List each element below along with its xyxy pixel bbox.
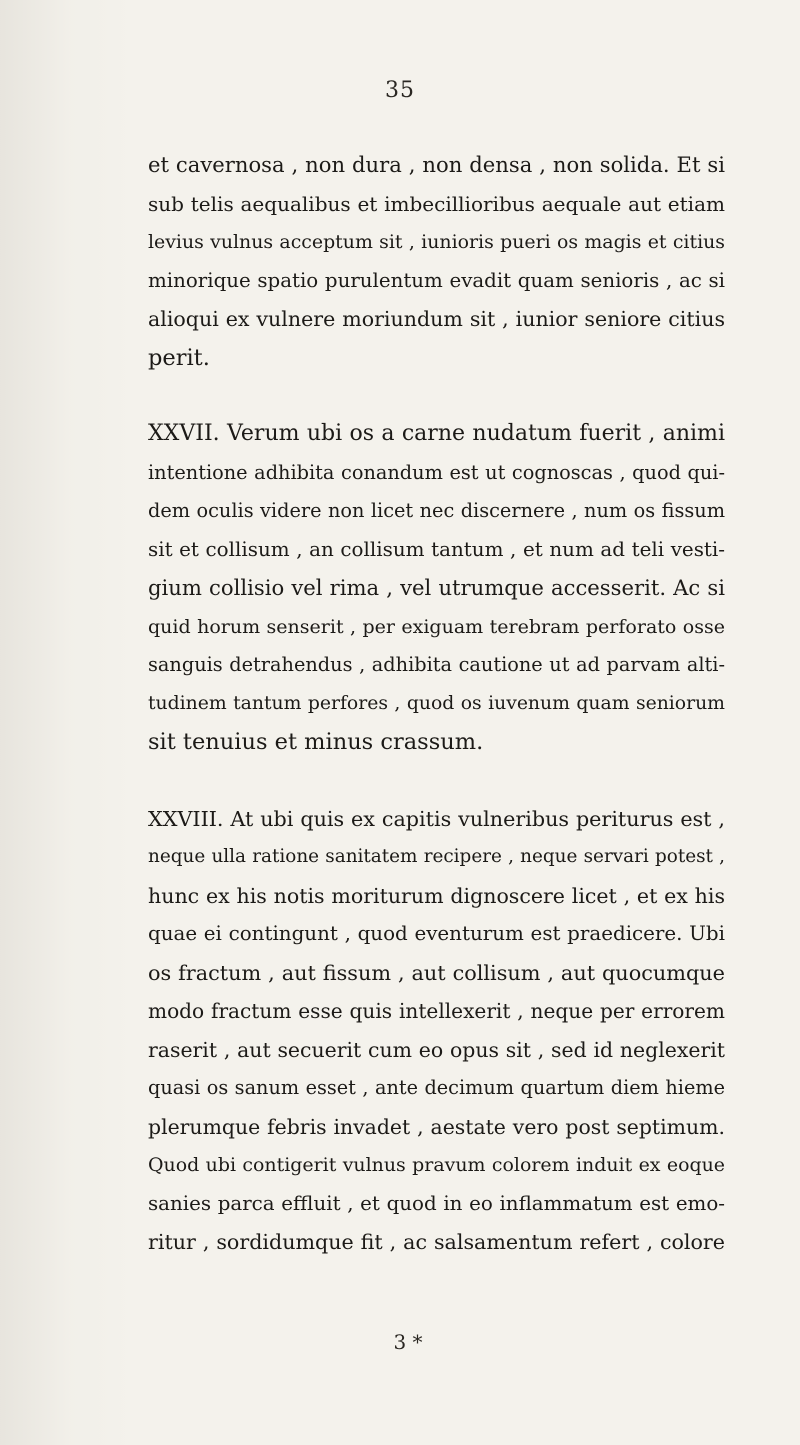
text-line: ritur , sordidumque fit , ac salsamentum refert , colore	[148, 1230, 725, 1254]
page-number: 35	[385, 78, 415, 103]
text-line: quid horum senserit , per exiguam terebram perforato osse	[148, 615, 725, 638]
text-line: alioqui ex vulnere moriundum sit , iunior seniore citius	[148, 307, 725, 331]
text-line: minorique spatio purulentum evadit quam senioris , ac si	[148, 268, 725, 292]
text-line: levius vulnus acceptum sit , iunioris pueri os magis et citius	[148, 231, 725, 253]
text-line: neque ulla ratione sanitatem recipere , neque servari potest ,	[148, 846, 725, 867]
text-line: hunc ex his notis moriturum dignoscere licet , et ex his	[148, 883, 725, 908]
text-line: sanies parca effluit , et quod in eo inflammatum est emo-	[148, 1191, 725, 1215]
text-line: raserit , aut secuerit cum eo opus sit , sed id neglexerit	[148, 1037, 725, 1062]
paragraph-xxvii	[148, 415, 725, 762]
text-line: perit.	[148, 344, 210, 371]
text-line: quasi os sanum esset , ante decimum quartum diem hieme	[148, 1076, 725, 1099]
paragraph-gap	[148, 762, 725, 800]
text-line: et cavernosa , non dura , non densa , non solida. Et si	[148, 152, 725, 177]
text-line: modo fractum esse quis intellexerit , neque per errorem	[148, 999, 725, 1023]
text-line: Quod ubi contigerit vulnus pravum colorem induit ex eoque	[148, 1154, 725, 1176]
text-line: intentione adhibita conandum est ut cognoscas , quod qui-	[148, 460, 725, 484]
text-line: XXVII. Verum ubi os a carne nudatum fuerit , animi	[148, 421, 725, 446]
signature-mark: 3 *	[393, 1330, 423, 1354]
text-line: XXVIII. At ubi quis ex capitis vulneribus periturus est ,	[148, 806, 725, 831]
text-line: sanguis detrahendus , adhibita cautione ut ad parvam alti-	[148, 653, 725, 676]
text-line: tudinem tantum perfores , quod os iuvenum quam seniorum	[148, 692, 725, 714]
body-text	[148, 146, 725, 1262]
text-line: sit tenuius et minus crassum.	[148, 729, 484, 755]
text-line: gium collisio vel rima , vel utrumque accesserit. Ac si	[148, 575, 725, 600]
paragraph-gap	[148, 377, 725, 415]
paragraph-xxviii	[148, 800, 725, 1262]
paragraph-continuation	[148, 146, 725, 377]
text-line: dem oculis videre non licet nec discernere , num os fissum	[148, 499, 725, 522]
text-line: sub telis aequalibus et imbecillioribus aequale aut etiam	[148, 191, 725, 216]
text-line: quae ei contingunt , quod eventurum est praedicere. Ubi	[148, 922, 725, 945]
text-line: os fractum , aut fissum , aut collisum , aut quocumque	[148, 960, 725, 985]
text-line: sit et collisum , an collisum tantum , et num ad teli vesti-	[148, 537, 725, 561]
text-line: plerumque febris invadet , aestate vero post septimum.	[148, 1114, 725, 1139]
